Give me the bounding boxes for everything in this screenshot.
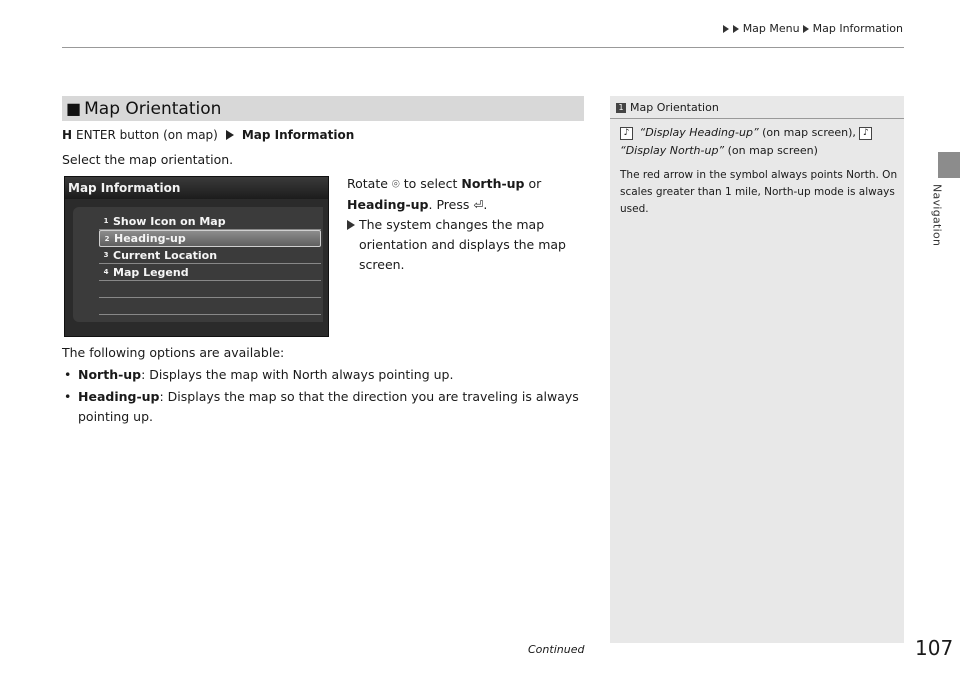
screen-menu-list: [99, 213, 321, 315]
option-north-up-ref: North-up: [461, 176, 525, 191]
instruction-text: Rotate ⌾ to select North-up or Heading-up. Press ⏎.: [347, 174, 577, 215]
screen-menu-item: [99, 264, 321, 281]
sidebar-heading: [616, 101, 719, 114]
screen-menu-blank-row: [99, 298, 321, 315]
sidebar-voice-commands: ♪ “Display Heading-up” (on map screen), ♪ “Display North-up” (on map screen): [620, 124, 898, 160]
menu-item-number: 4: [103, 268, 109, 276]
sidebar-title: Map Orientation: [630, 101, 719, 114]
screen-menu-item: [99, 247, 321, 264]
screen-menu-blank-row: [99, 281, 321, 298]
result-text: The system changes the map orientation and displays the map screen.: [347, 215, 577, 275]
menu-item-number: 3: [103, 251, 109, 259]
screen-menu-panel: [73, 207, 323, 322]
option-north-up: • North-up: Displays the map with North always pointing up.: [62, 365, 582, 385]
bullet-icon: •: [64, 367, 72, 382]
option-heading-up: • Heading-up: Displays the map so that the direction you are traveling is always pointing up.: [64, 389, 579, 424]
procedure-path: [62, 128, 354, 142]
breadcrumb-arrow-icon: [723, 25, 729, 33]
procedure-path-target: Map Information: [241, 128, 355, 142]
page-header: [723, 22, 903, 35]
screen-menu-item: [99, 213, 321, 230]
option-heading-up-ref: Heading-up: [347, 197, 429, 212]
intro-text: Select the map orientation.: [62, 152, 234, 167]
section-title-bar: [62, 96, 584, 121]
voice-command-icon: ♪: [859, 127, 872, 140]
page-number: 107: [915, 636, 954, 660]
screen-title: Map Information: [65, 177, 328, 199]
screen-menu-item: [99, 230, 321, 247]
menu-item-label: Show Icon on Map: [113, 214, 226, 228]
header-divider: [62, 47, 904, 48]
note-number-icon: 1: [616, 103, 626, 113]
knob-icon: ⌾: [391, 177, 400, 192]
menu-item-label: Heading-up: [114, 232, 186, 245]
section-square-icon: ■: [66, 99, 82, 118]
breadcrumb-map-information: Map Information: [812, 22, 903, 35]
bullet-icon: •: [64, 389, 72, 404]
menu-item-label: Current Location: [113, 248, 218, 262]
chapter-tab-marker: [938, 152, 960, 178]
breadcrumb-arrow-icon: [733, 25, 739, 33]
section-title: Map Orientation: [84, 98, 222, 119]
sidebar-divider: [610, 118, 904, 119]
breadcrumb-arrow-icon: [803, 25, 809, 33]
options-lead: The following options are available:: [62, 345, 285, 360]
enter-button-icon: ⏎: [473, 198, 484, 212]
menu-item-number: 1: [103, 217, 109, 225]
sidebar-note-text: The red arrow in the symbol always points North. On scales greater than 1 mile, North-up mode is always used.: [620, 169, 898, 215]
continued-label: Continued: [528, 643, 585, 656]
chapter-label: Navigation: [930, 184, 944, 247]
nav-screen-image: [64, 176, 329, 337]
menu-item-number: 2: [104, 234, 110, 243]
step-arrow-icon: [226, 130, 234, 140]
sidebar-notes: [610, 96, 904, 643]
result-arrow-icon: [347, 220, 355, 230]
menu-item-label: Map Legend: [113, 265, 189, 279]
procedure-path-text: ENTER button (on map): [76, 128, 218, 142]
voice-command-icon: ♪: [620, 127, 633, 140]
breadcrumb-map-menu: Map Menu: [742, 22, 800, 35]
home-button-icon: H: [62, 128, 73, 142]
